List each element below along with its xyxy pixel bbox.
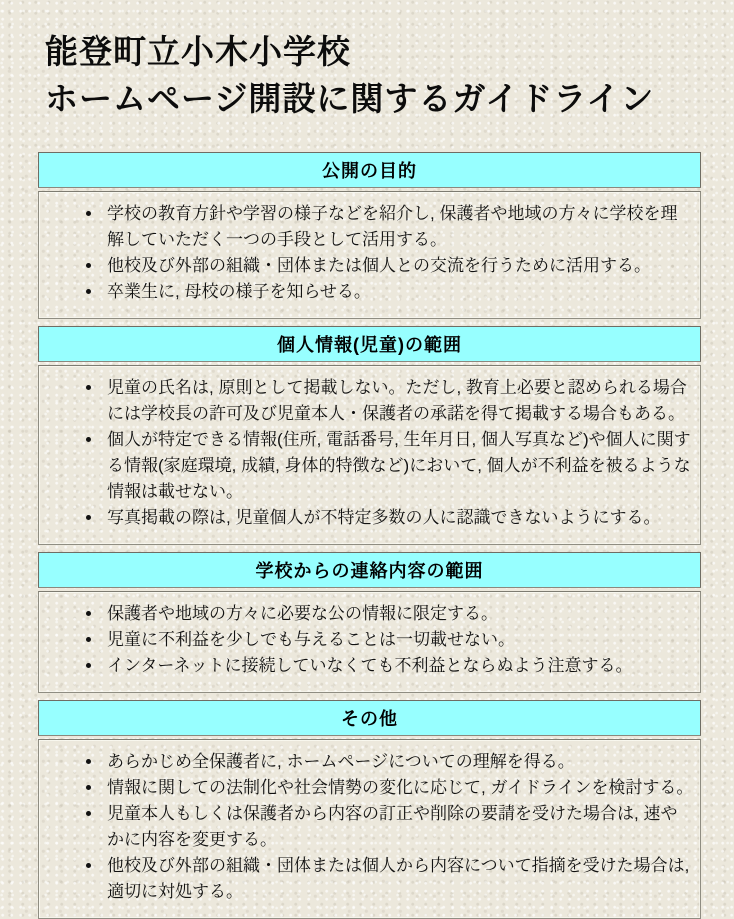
bullet-list [39, 592, 700, 692]
guidelines-sections [38, 152, 701, 919]
page-title-line1: 能登町立小木小学校 [45, 33, 351, 70]
list-item: • 保護者や地域の方々に必要な公の情報に限定する。 [103, 601, 694, 627]
page-title-line2: ホームページ開設に関するガイドライン [45, 80, 655, 117]
list-item: • 情報に関しての法制化や社会情勢の変化に応じて, ガイドラインを検討する。 [103, 775, 694, 801]
bullet-list [39, 192, 700, 318]
list-item: • 卒業生に, 母校の様子を知らせる。 [103, 279, 694, 305]
list-item: • 児童の氏名は, 原則として掲載しない。ただし, 教育上必要と認められる場合には学校長の許可及び児童本人・保護者の承諾を得て掲載する場合もある。 [103, 375, 694, 427]
section-personal-info [38, 326, 701, 545]
section-school-communication [38, 552, 701, 693]
list-item: • 個人が特定できる情報(住所, 電話番号, 生年月日, 個人写真など)や個人に関する情報(家庭環境, 成績, 身体的特徴など)において, 個人が不利益を被るような情報は載せない。 [103, 427, 694, 505]
section-school-communication-body [38, 591, 701, 693]
section-personal-info-heading: 個人情報(児童)の範囲 [38, 326, 701, 362]
list-item: • 他校及び外部の組織・団体または個人から内容について指摘を受けた場合は, 適切に対処する。 [103, 853, 694, 905]
page-title [45, 28, 714, 122]
list-item: • 児童本人もしくは保護者から内容の訂正や削除の要請を受けた場合は, 速やかに内容を変更する。 [103, 801, 694, 853]
bullet-list [39, 366, 700, 544]
section-purpose-body [38, 191, 701, 319]
section-other-body [38, 739, 701, 919]
list-item: • 写真掲載の際は, 児童個人が不特定多数の人に認識できないようにする。 [103, 505, 694, 531]
list-item: • 児童に不利益を少しでも与えることは一切載せない。 [103, 627, 694, 653]
section-other-heading: その他 [38, 700, 701, 736]
list-item: • 学校の教育方針や学習の様子などを紹介し, 保護者や地域の方々に学校を理解していただく一つの手段として活用する。 [103, 201, 694, 253]
section-other [38, 700, 701, 919]
section-purpose-heading: 公開の目的 [38, 152, 701, 188]
list-item: • 他校及び外部の組織・団体または個人との交流を行うために活用する。 [103, 253, 694, 279]
bullet-list [39, 740, 700, 918]
section-personal-info-body [38, 365, 701, 545]
list-item: • インターネットに接続していなくても不利益とならぬよう注意する。 [103, 653, 694, 679]
section-purpose [38, 152, 701, 319]
list-item: • あらかじめ全保護者に, ホームページについての理解を得る。 [103, 749, 694, 775]
section-school-communication-heading: 学校からの連絡内容の範囲 [38, 552, 701, 588]
